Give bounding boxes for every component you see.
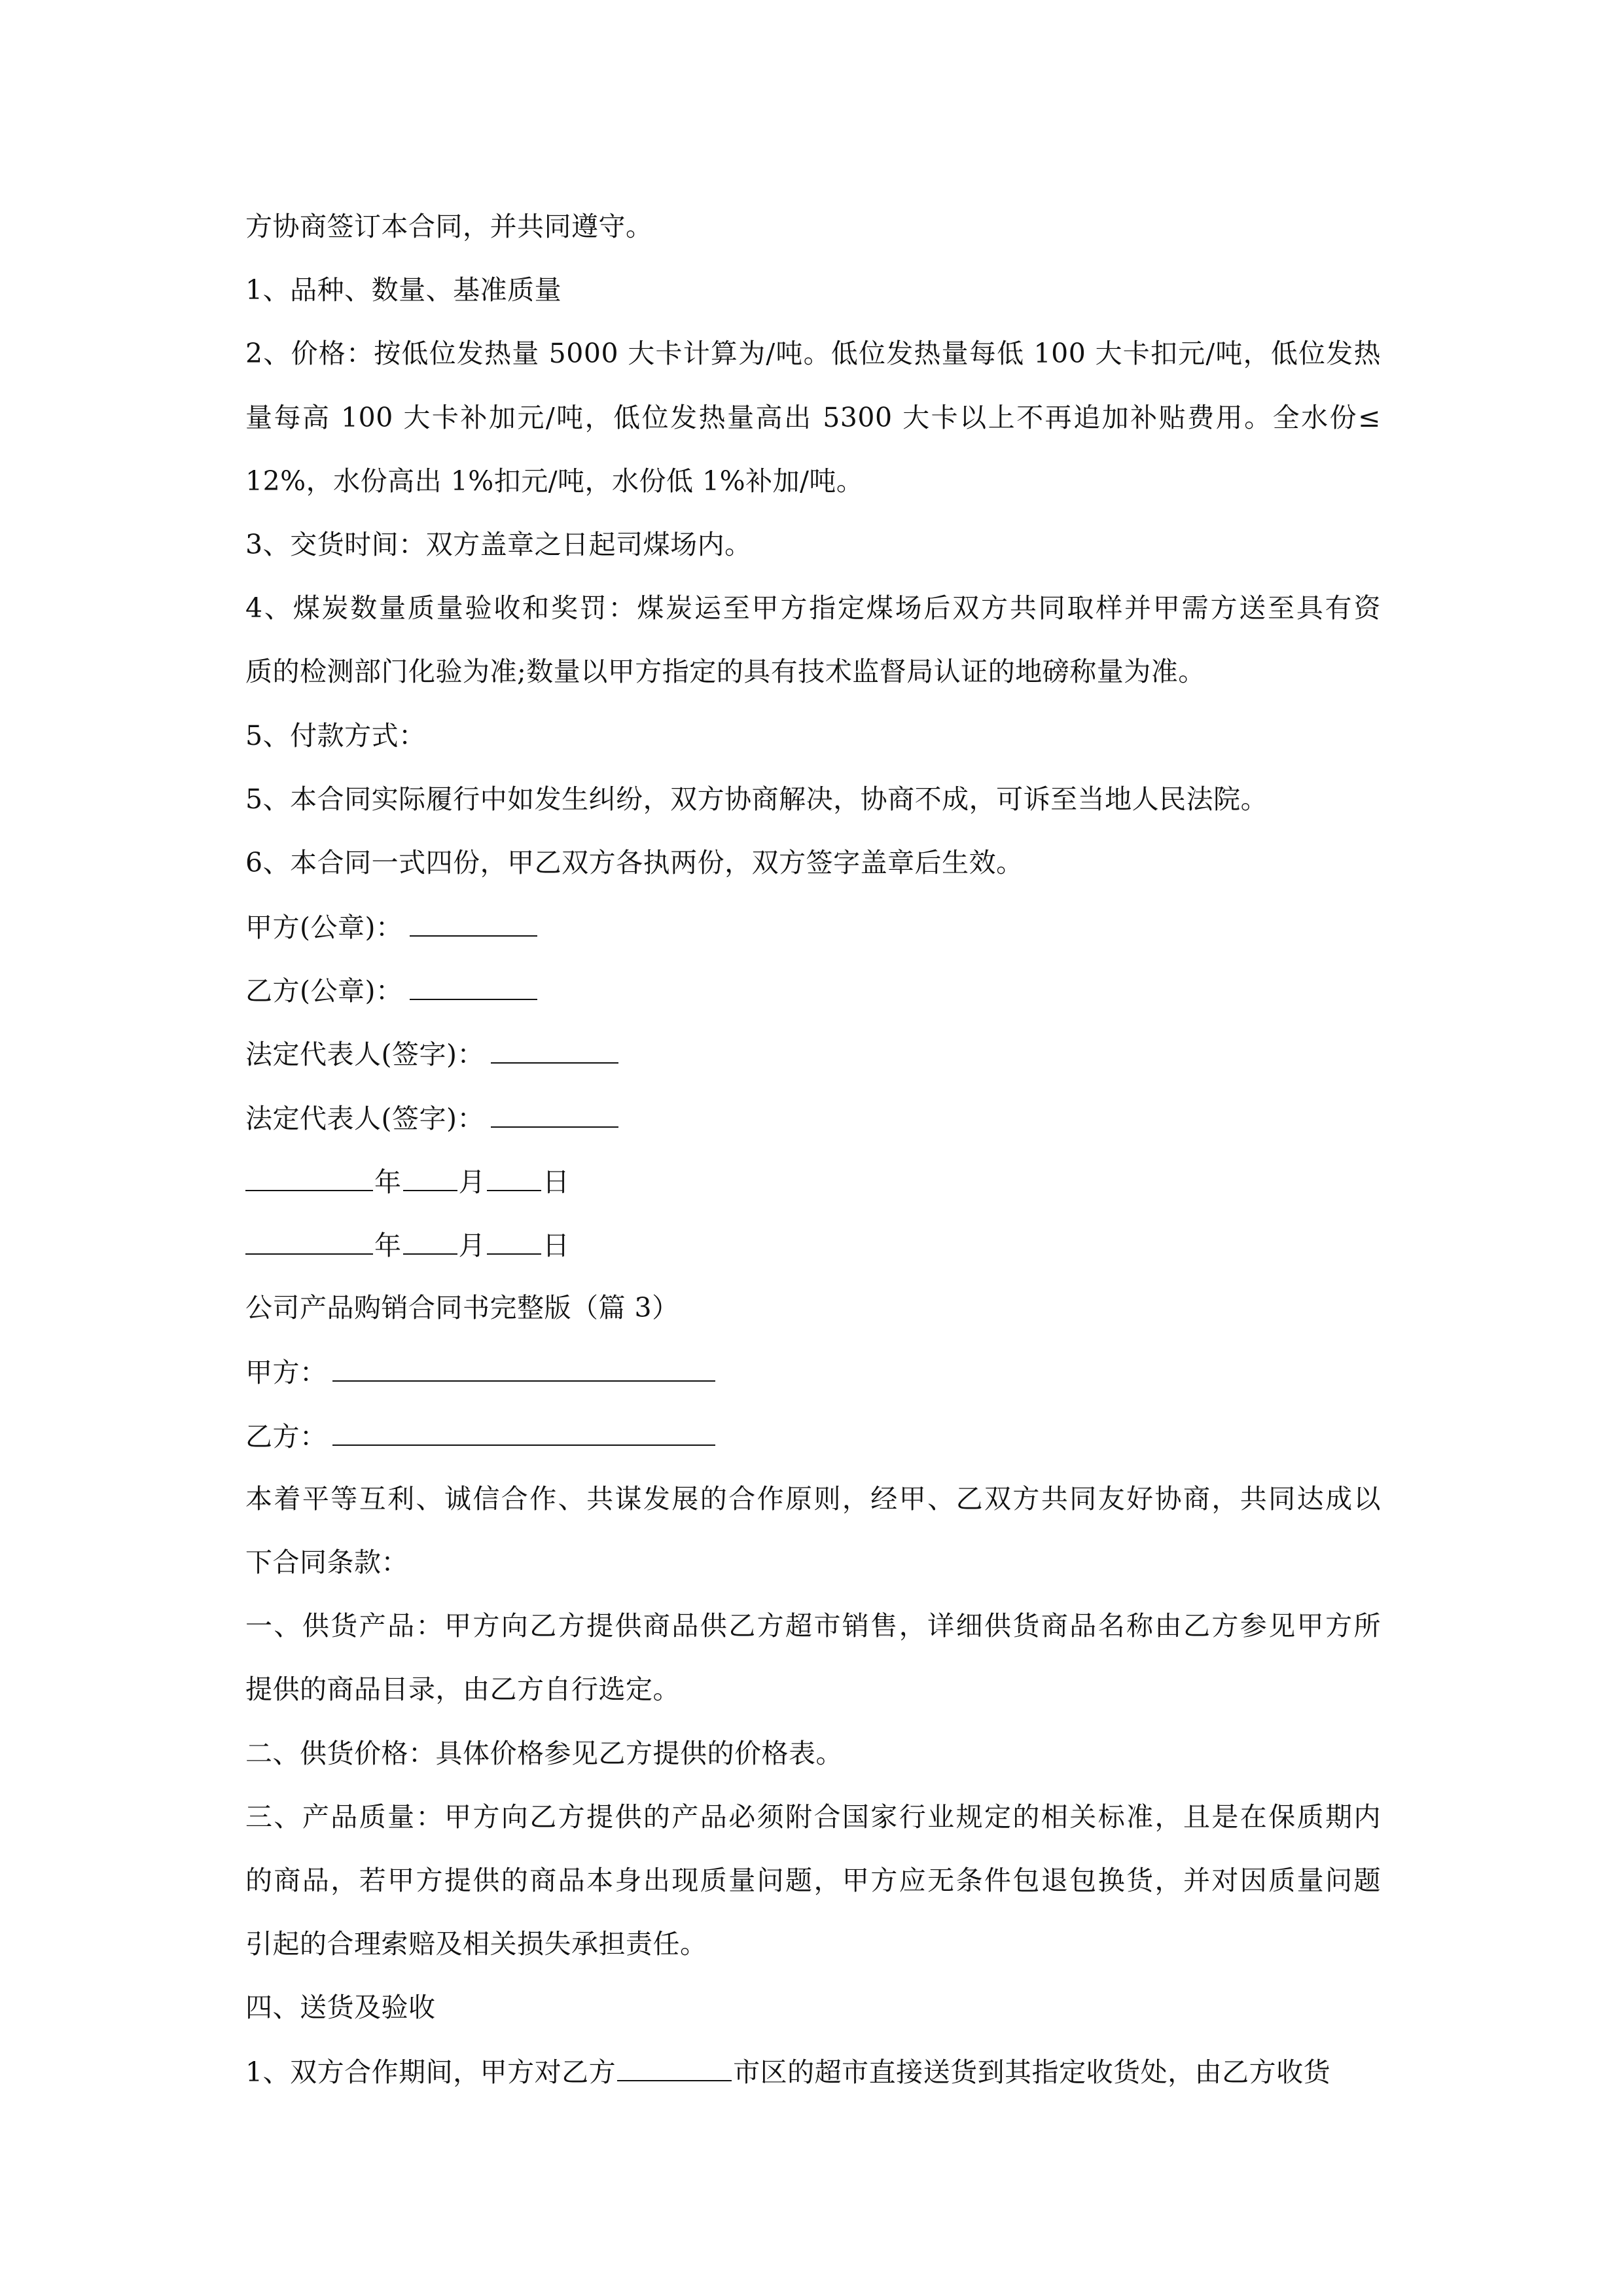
date-row-1 [245, 1162, 1381, 1226]
paragraph-line: 二、供货价格：具体价格参见乙方提供的价格表。 [245, 1737, 843, 1769]
party-b-blank[interactable] [332, 1417, 715, 1446]
party-b-seal-blank[interactable] [410, 971, 537, 1000]
legal-rep-blank-1[interactable] [491, 1035, 618, 1064]
paragraph-line: 提供的商品目录，由乙方自行选定。 [245, 1674, 680, 1706]
day-label: 日 [543, 1166, 570, 1198]
city-blank[interactable] [617, 2053, 732, 2081]
year-label: 年 [374, 1166, 402, 1198]
paragraph-line: 下合同条款： [245, 1546, 408, 1578]
paragraph-line: 5、本合同实际履行中如发生纠纷，双方协商解决，协商不成，可诉至当地人民法院。 [245, 783, 1268, 815]
party-a-blank[interactable] [332, 1353, 715, 1382]
delivery-clause-line [245, 2053, 1381, 2116]
legal-rep-row-1 [245, 1035, 1381, 1098]
party-a-seal-blank[interactable] [410, 908, 537, 937]
paragraph-line: 2、价格：按低位发热量 5000 大卡计算为/吨。低位发热量每低 100 大卡扣元/吨，低位发热 [245, 338, 1381, 370]
paragraph-line: 质的检测部门化验为准;数量以甲方指定的具有技术监督局认证的地磅称量为准。 [245, 656, 1205, 688]
paragraph-line: 3、交货时间：双方盖章之日起司煤场内。 [245, 528, 752, 560]
document-body [245, 208, 1381, 2117]
year-label: 年 [374, 1230, 402, 1261]
clause-heading: 5、付款方式： [245, 719, 426, 751]
party-a-row [245, 1353, 1381, 1416]
party-a-seal-row [245, 908, 1381, 971]
party-a-label: 甲方： [245, 1357, 327, 1389]
paragraph-line: 引起的合理索赔及相关损失承担责任。 [245, 1928, 707, 1960]
day-label: 日 [543, 1230, 570, 1261]
month-label: 月 [458, 1230, 486, 1261]
day-blank[interactable] [487, 1162, 541, 1191]
legal-rep-label-1: 法定代表人(签字)： [245, 1039, 484, 1071]
month-blank[interactable] [403, 1226, 457, 1255]
party-b-seal-label: 乙方(公章)： [245, 975, 403, 1007]
paragraph-line: 量每高 100 大卡补加元/吨，低位发热量高出 5300 大卡以上不再追加补贴费用。全水份≤ [245, 401, 1381, 433]
legal-rep-label-2: 法定代表人(签字)： [245, 1102, 484, 1134]
party-a-seal-label: 甲方(公章)： [245, 912, 403, 944]
legal-rep-blank-2[interactable] [491, 1099, 618, 1128]
party-b-seal-row [245, 971, 1381, 1035]
paragraph-line: 方协商签订本合同，并共同遵守。 [245, 211, 653, 242]
year-blank[interactable] [245, 1226, 373, 1255]
delivery-text-before: 1、双方合作期间，甲方对乙方 [245, 2056, 616, 2089]
paragraph-line: 一、供货产品：甲方向乙方提供商品供乙方超市销售，详细供货商品名称由乙方参见甲方所 [245, 1610, 1381, 1642]
year-blank[interactable] [245, 1162, 373, 1191]
delivery-text-after: 市区的超市直接送货到其指定收货处，由乙方收货 [733, 2056, 1331, 2089]
paragraph-line: 12%，水份高出 1%扣元/吨，水份低 1%补加/吨。 [245, 465, 864, 497]
section-title: 公司产品购销合同书完整版（篇 3） [245, 1292, 679, 1324]
paragraph-line: 的商品，若甲方提供的商品本身出现质量问题，甲方应无条件包退包换货，并对因质量问题 [245, 1864, 1381, 1896]
paragraph-line: 4、煤炭数量质量验收和奖罚：煤炭运至甲方指定煤场后双方共同取样并甲需方送至具有资 [245, 592, 1381, 624]
party-b-label: 乙方： [245, 1420, 327, 1452]
paragraph-line: 6、本合同一式四份，甲乙双方各执两份，双方签字盖章后生效。 [245, 846, 1024, 878]
paragraph-line: 三、产品质量：甲方向乙方提供的产品必须附合国家行业规定的相关标准，且是在保质期内 [245, 1801, 1381, 1833]
party-b-row [245, 1417, 1381, 1480]
date-row-2 [245, 1226, 1381, 1289]
month-blank[interactable] [403, 1162, 457, 1191]
legal-rep-row-2 [245, 1099, 1381, 1162]
clause-heading: 1、品种、数量、基准质量 [245, 274, 562, 306]
day-blank[interactable] [487, 1226, 541, 1255]
paragraph-line: 本着平等互利、诚信合作、共谋发展的合作原则，经甲、乙双方共同友好协商，共同达成以 [245, 1482, 1381, 1515]
month-label: 月 [458, 1166, 486, 1198]
clause-heading: 四、送货及验收 [245, 1992, 436, 2024]
